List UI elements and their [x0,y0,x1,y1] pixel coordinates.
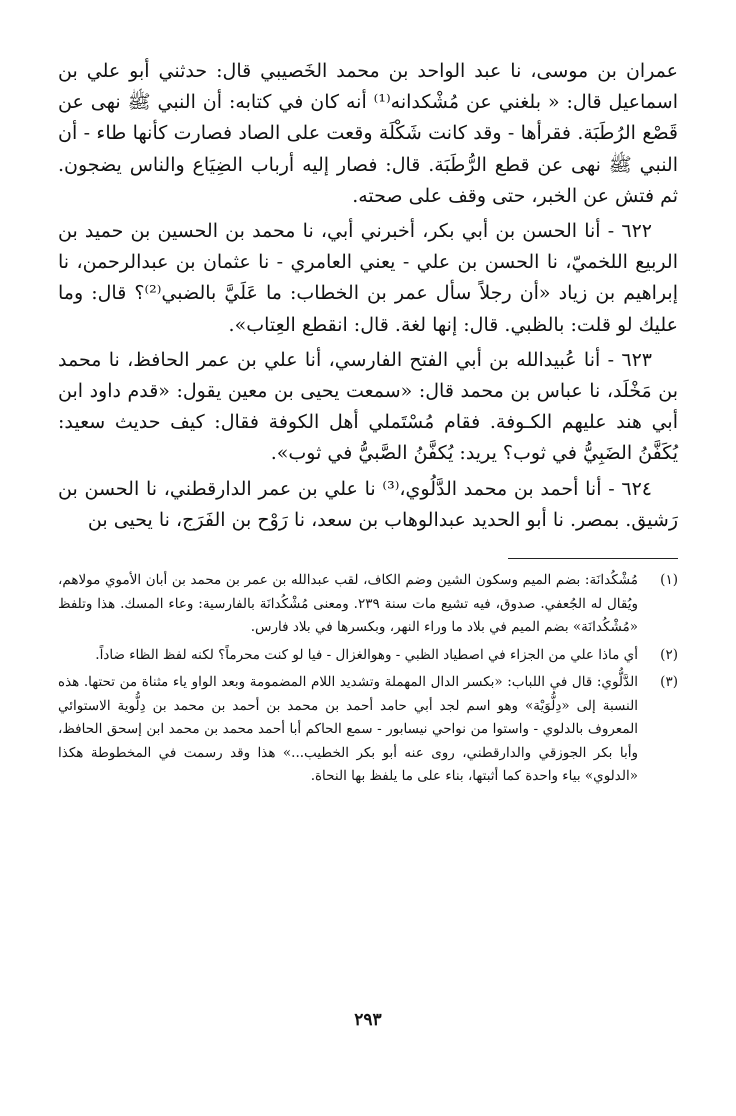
footnote-number: (٣) [660,674,678,691]
page-number: ٢٩٣ [354,1010,382,1030]
paragraph-624: ٦٢٤ - أنا أحمد بن محمد الدَّلُوي،⁽³⁾ نا علي بن عمر الدارقطني، نا الحسن بن رَشيق. بمصر. نا أبو الحديد عبدالوهاب بن سعد، نا رَوْح بن الفَرَج، نا يحيى بن [58,477,678,531]
footnote-2 [58,644,678,668]
footnote-3 [58,671,678,789]
footnote-number: (٢) [660,646,678,663]
footnote-number: (١) [660,572,678,589]
paragraph-622: ٦٢٢ - أنا الحسن بن أبي بكر، أخبرني أبي، نا محمد بن الحسين بن حميد بن الربيع اللخميّ، نا الحسن بن علي - يعني العامري - نا عثمان بن عبدالرحمن، نا إبراهيم بن زياد «أن رجلاً سأل عمر بن الخطاب: ما عَلَيَّ بالضبي⁽²⁾؟ قال: وما عليك لو قلت: بالظبي. قال: إنها لغة. قال: انقطع العِتاب». [58,220,678,336]
footnote-1 [58,569,678,640]
footnotes [58,569,678,789]
footnote-text: أي ماذا علي من الجزاء في اصطياد الظبي - وهوالغزال - فيا لو كنت محرماً؟ لكنه لفظ الظاء ضاداً. [95,646,638,663]
book-page [58,56,678,793]
footnote-divider [508,558,678,559]
footnote-text: مُشْكُدانَة: بضم الميم وسكون الشين وضم الكاف، لقب عبدالله بن عمر بن محمد بن أبان الأموي مولاهم، ويُقال له الجُعفي. صدوق، فيه تشيع مات سنة ٢٣٩. ومعنى مُشْكُدانَة بالفارسية: وعاء المسك. هذا وتلفظ «مُشْكُدانَة» بضم الميم في بلاد ما وراء النهر، وبكسرها في بلاد فارس. [58,572,638,636]
paragraph-623: ٦٢٣ - أنا عُبيدالله بن أبي الفتح الفارسي، أنا علي بن عمر الحافظ، نا محمد بن مَخْلَد، نا عباس بن محمد قال: «سمعت يحيى بن معين يقول: «قدم داود ابن أبي هند عليهم الكـوفة. فقام مُسْتَملي أهل الكوفة فقال: كيف حديث سعيد: يُكَفَّنُ الضَبِيُّ في ثوب؟ يريد: يُكفَّنُ الصَّبيُّ في ثوب». [58,348,678,465]
footnote-text: الدَّلُّوي: قال في اللباب: «بكسر الدال المهملة وتشديد اللام المضمومة وبعد الواو ياء مثناة من تحتها. هذه النسبة إلى «دِلُّوَيْة» وهو اسم لجد أبي حامد أحمد بن محمد بن أحمد بن محمد بن دِلُّوية الاستوائي المعروف بالدلوي - واستوا من نواحي نيسابور - سمع الحاكم أبا أحمد محمد بن محمد ابن إسحق الحافظ، وأبا بكر الجوزقي والدارقطني، روى عنه أبو بكر الخطيب...» هذا وقد رسمت في المخطوطة هكذا «الدلوي» بياء واحدة كما أثبتها، بناء على ما يلفظ بها النحاة. [58,674,638,785]
main-text [58,56,678,536]
paragraph-continuation: عمران بن موسى، نا عبد الواحد بن محمد الخَصيبي قال: حدثني أبو علي بن اسماعيل قال: « بلغني عن مُشْكدانه⁽¹⁾ أنه كان في كتابه: أن النبي ﷺ نهى عن قَصْع الرُطَبَة. فقرأها - وقد كانت شَكْلَة وقعت على الصاد فصارت كأنها طاء - أن النبي ﷺ نهى عن قطع الرُّطَبَة. قال: فصار إليه أرباب الضِيَاع والناس يضجون. ثم فتش عن الخبر، حتى وقف على صحته. [58,60,678,207]
